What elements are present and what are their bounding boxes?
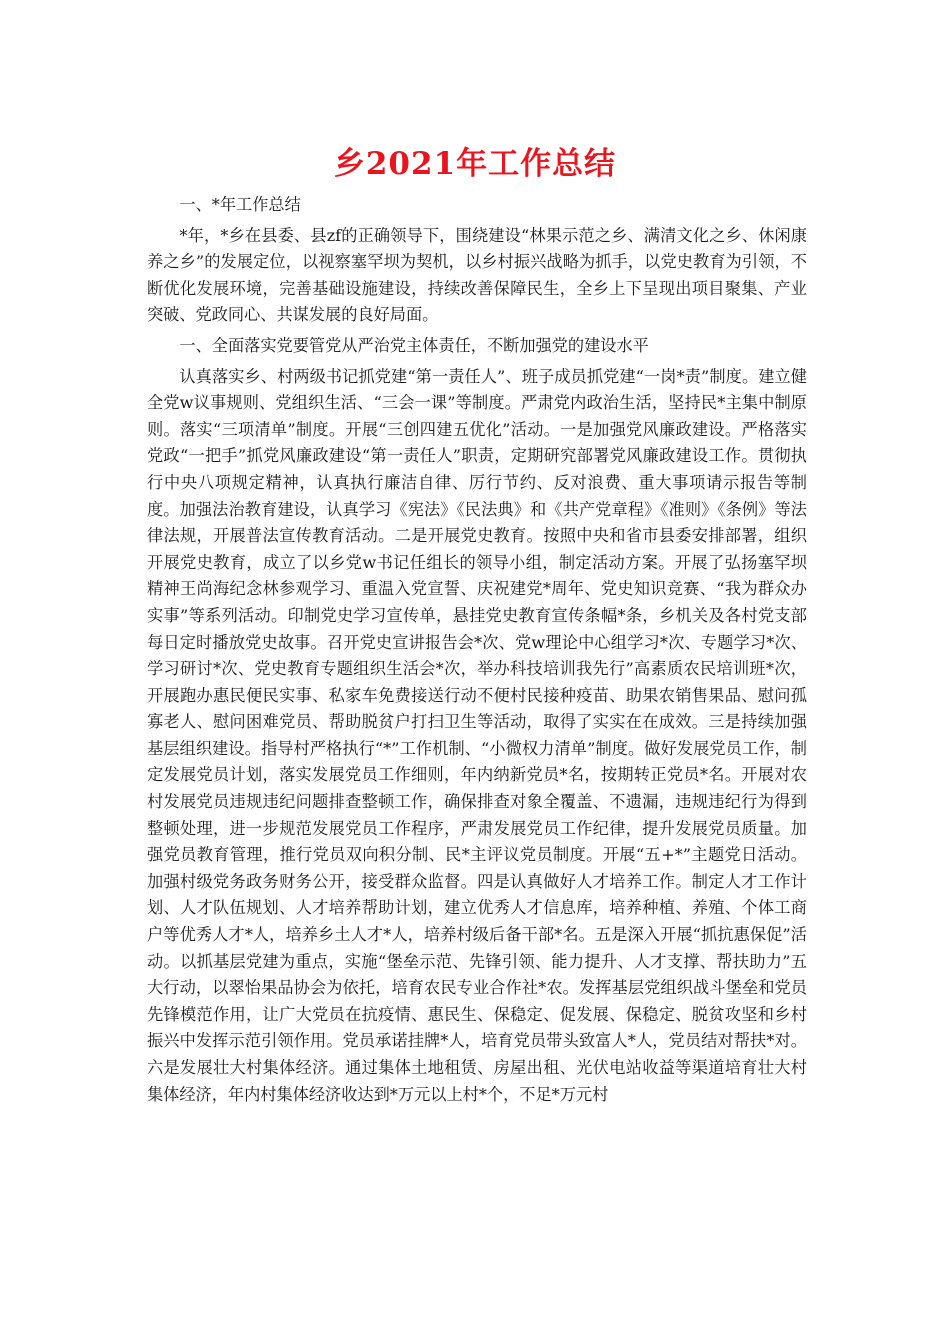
document-body [147,192,807,1112]
intro-paragraph: *年，*乡在县委、县zf的正确领导下，围绕建设“林果示范之乡、满清文化之乡、休闲康养之乡”的发展定位，以视察塞罕坝为契机，以乡村振兴战略为抓手，以党史教育为引领，不断优化发展环境，完善基础设施建设，持续改善保障民生，全乡上下呈现出项目聚集、产业突破、党政同心、共谋发展的良好局面。 [147,225,807,325]
document-title: 乡2021年工作总结 [333,146,617,182]
subsection-heading: 一、全面落实党要管党从严治党主体责任，不断加强党的建设水平 [179,335,649,355]
section-heading: 一、*年工作总结 [179,195,301,214]
body-paragraph: 认真落实乡、村两级书记抓党建“第一责任人”、班子成员抓党建“一岗*责”制度。建立健全党w议事规则、党组织生活、“三会一课”等制度。严肃党内政治生活，坚持民*主集中制原则。落实“三项清单”制度。开展“三创四建五优化”活动。一是加强党风廉政建设。严格落实党政“一把手”抓党风廉政建设“第一责任人”职责，定期研究部署党风廉政建设工作。贯彻执行中央八项规定精神，认真执行廉洁自律、厉行节约、反对浪费、重大事项请示报告等制度。加强法治教育建设，认真学习《宪法》《民法典》和《共产党章程》《准则》《条例》等法律法规，开展普法宣传教育活动。二是开展党史教育。按照中央和省市县委安排部署，组织开展党史教育，成立了以乡党w书记任组长的领导小组，制定活动方案。开展了弘扬塞罕坝精神王尚海纪念林参观学习、重温入党宣誓、庆祝建党*周年、党史知识竞赛、“我为群众办实事”等系列活动。印制党史学习宣传单，悬挂党史教育宣传条幅*条，乡机关及各村党支部每日定时播放党史故事。召开党史宣讲报告会*次、党w理论中心组学习*次、专题学习*次、学习研讨*次、党史教育专题组织生活会*次，举办科技培训我先行”高素质农民培训班*次，开展跑办惠民便民实事、私家车免费接送行动不便村民接种疫苗、助果农销售果品、慰问孤寡老人、慰问困难党员、帮助脱贫户打扫卫生等活动，取得了实实在在成效。三是持续加强基层组织建设。指导村严格执行“*”工作机制、“小微权力清单”制度。做好发展党员工作，制定发展党员计划，落实发展党员工作细则，年内纳新党员*名，按期转正党员*名。开展对农村发展党员违规违纪问题排查整顿工作，确保排查对象全覆盖、不遗漏，违规违纪行为得到整顿处理，进一步规范发展党员工作程序，严肃发展党员工作纪律，提升发展党员质量。加强党员教育管理，推行党员双向积分制、民*主评议党员制度。开展“五+*”主题党日活动。加强村级党务政务财务公开，接受群众监督。四是认真做好人才培养工作。制定人才工作计划、人才队伍规划、人才培养帮助计划，建立优秀人才信息库，培养种植、养殖、个体工商户等优秀人才*人，培养乡土人才*人，培养村级后备干部*名。五是深入开展“抓抗惠保促”活动。以抓基层党建为重点，实施“堡垒示范、先锋引领、能力提升、人才支撑、帮扶助力”五大行动，以翠怡果品协会为依托，培育农民专业合作社*农。发挥基层党组织战斗堡垒和党员先锋模范作用，让广大党员在抗疫情、惠民生、保稳定、促发展、保稳定、脱贫攻坚和乡村振兴中发挥示范引领作用。党员承诺挂牌*人，培育党员带头致富人*人，党员结对帮扶*对。六是发展壮大村集体经济。通过集体土地租赁、房屋出租、光伏电站收益等渠道培育壮大村集体经济，年内村集体经济收达到*万元以上村*个，不足*万元村 [147,366,807,1104]
